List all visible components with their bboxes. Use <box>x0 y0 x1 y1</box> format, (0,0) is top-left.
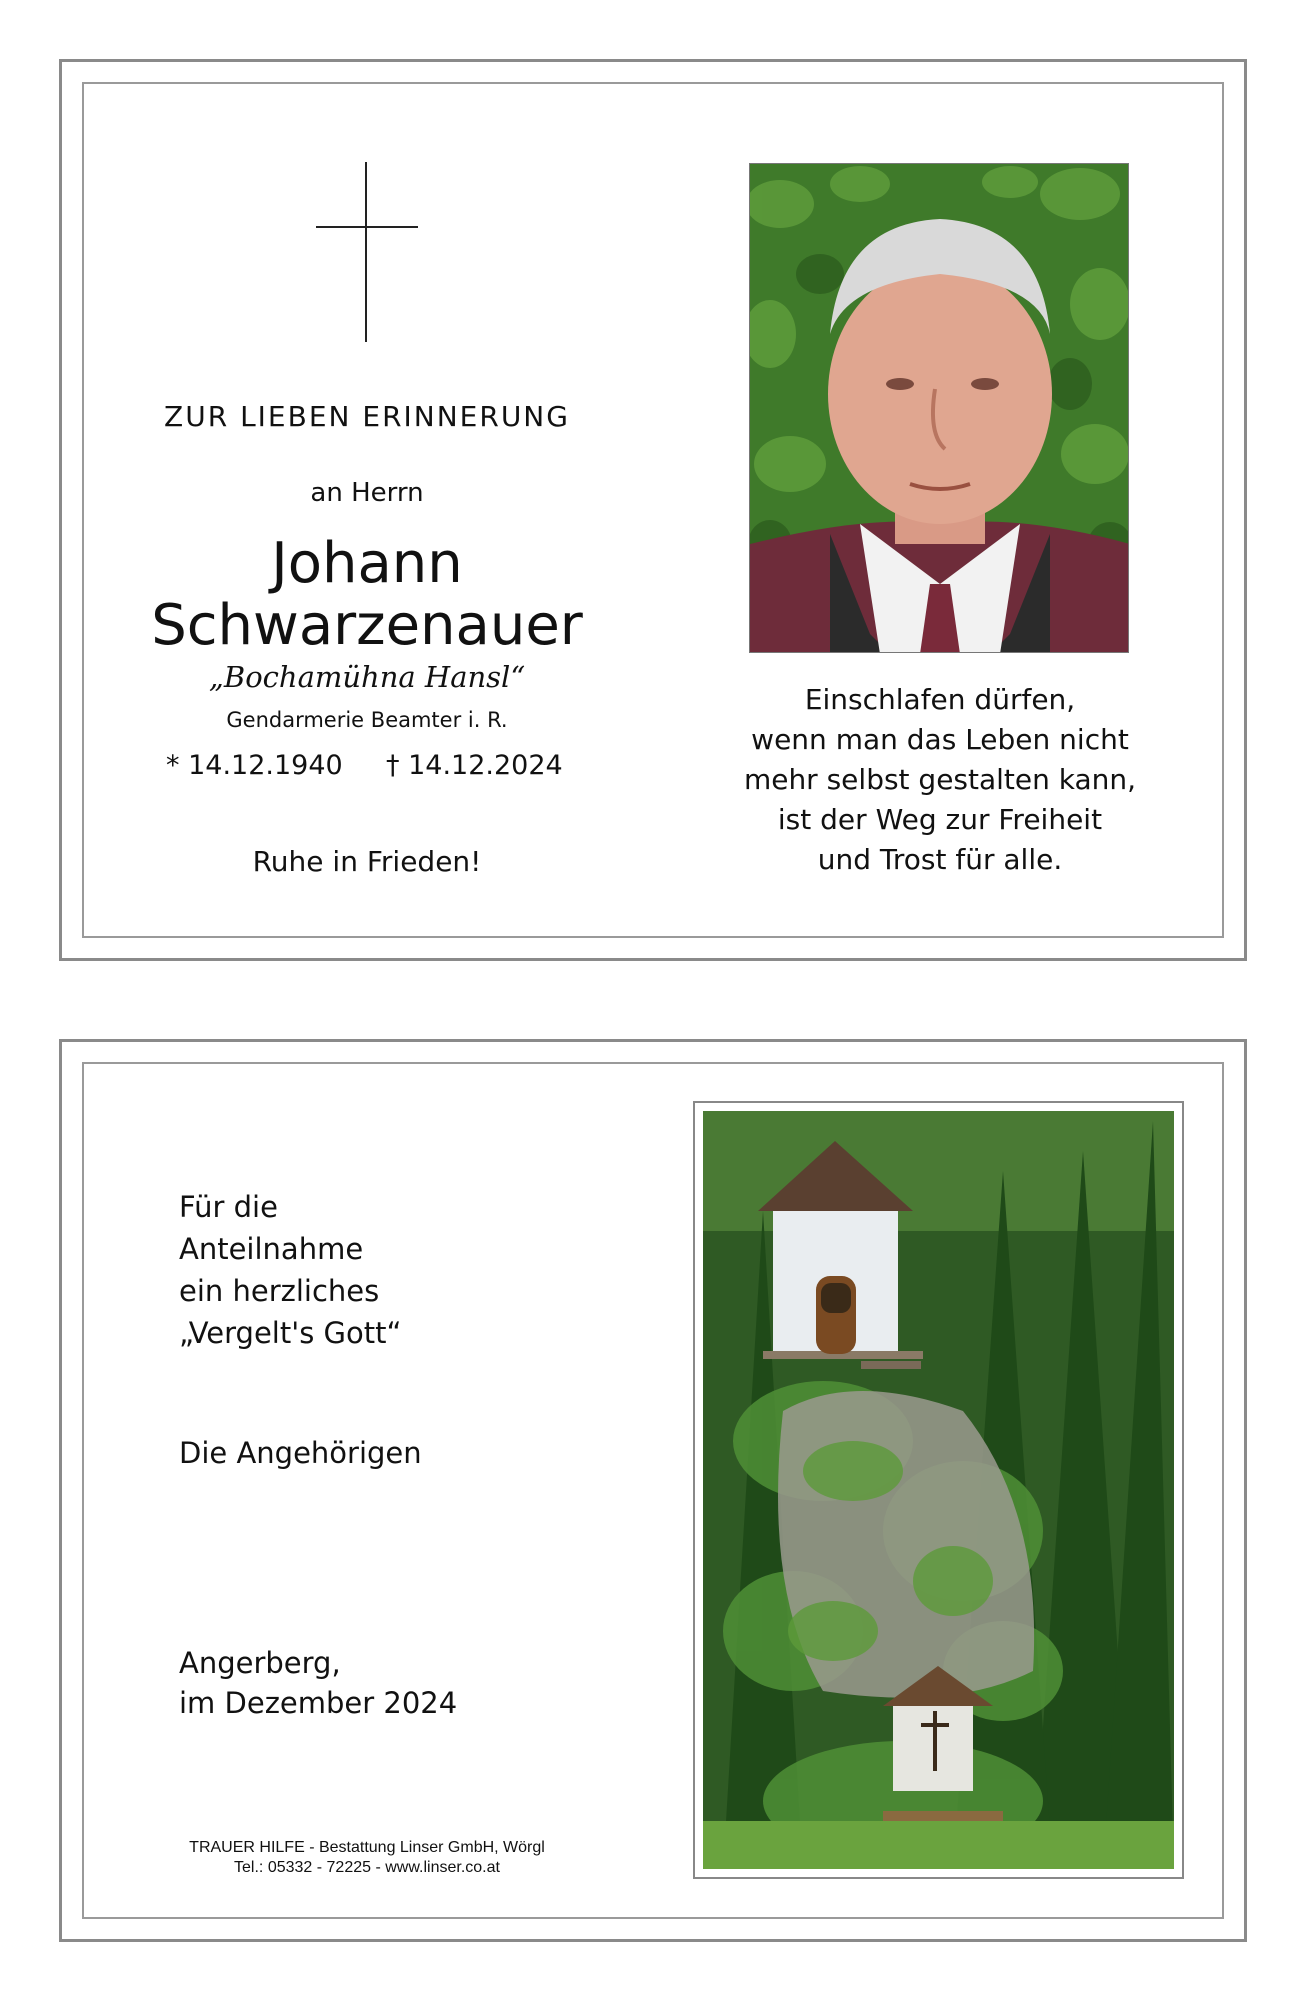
thanks-line: ein herzliches <box>179 1274 380 1308</box>
salutation: an Herrn <box>310 478 424 508</box>
thanks-line: Anteilnahme <box>179 1232 364 1266</box>
first-name: Johann <box>271 531 463 596</box>
family-signature: Die Angehörigen <box>179 1436 422 1470</box>
cross-icon <box>365 162 367 342</box>
cross-icon-bar <box>316 226 418 228</box>
memorial-quote <box>700 680 1180 880</box>
last-name: Schwarzenauer <box>151 593 583 658</box>
chapel-photo <box>703 1111 1174 1869</box>
nickname: „Bochamühna Hansl“ <box>208 660 526 694</box>
portrait-photo <box>749 163 1129 653</box>
place-date <box>179 1643 457 1723</box>
profession: Gendarmerie Beamter i. R. <box>226 708 508 732</box>
quote-line: mehr selbst gestalten kann, <box>743 763 1137 796</box>
place: Angerberg, <box>179 1646 341 1680</box>
death-date: † 14.12.2024 <box>386 750 563 781</box>
closing-phrase: Ruhe in Frieden! <box>252 845 482 878</box>
birth-date: * 14.12.1940 <box>166 750 343 781</box>
quote-line: ist der Weg zur Freiheit <box>777 803 1103 836</box>
funeral-home-footer <box>150 1838 584 1878</box>
thanks-message <box>179 1186 402 1354</box>
chapel-photo-frame <box>693 1101 1184 1879</box>
thanks-line: Für die <box>179 1190 278 1224</box>
deceased-name <box>100 533 634 657</box>
footer-contact: Tel.: 05332 - 72225 - www.linser.co.at <box>234 1859 500 1876</box>
quote-line: Einschlafen dürfen, <box>804 683 1076 716</box>
thanks-line: „Vergelt's Gott“ <box>179 1316 402 1350</box>
quote-line: und Trost für alle. <box>817 843 1063 876</box>
footer-company: TRAUER HILFE - Bestattung Linser GmbH, Wörgl <box>189 1839 545 1856</box>
date: im Dezember 2024 <box>179 1686 458 1720</box>
memorial-heading: ZUR LIEBEN ERINNERUNG <box>164 400 570 433</box>
quote-line: wenn man das Leben nicht <box>751 723 1129 756</box>
